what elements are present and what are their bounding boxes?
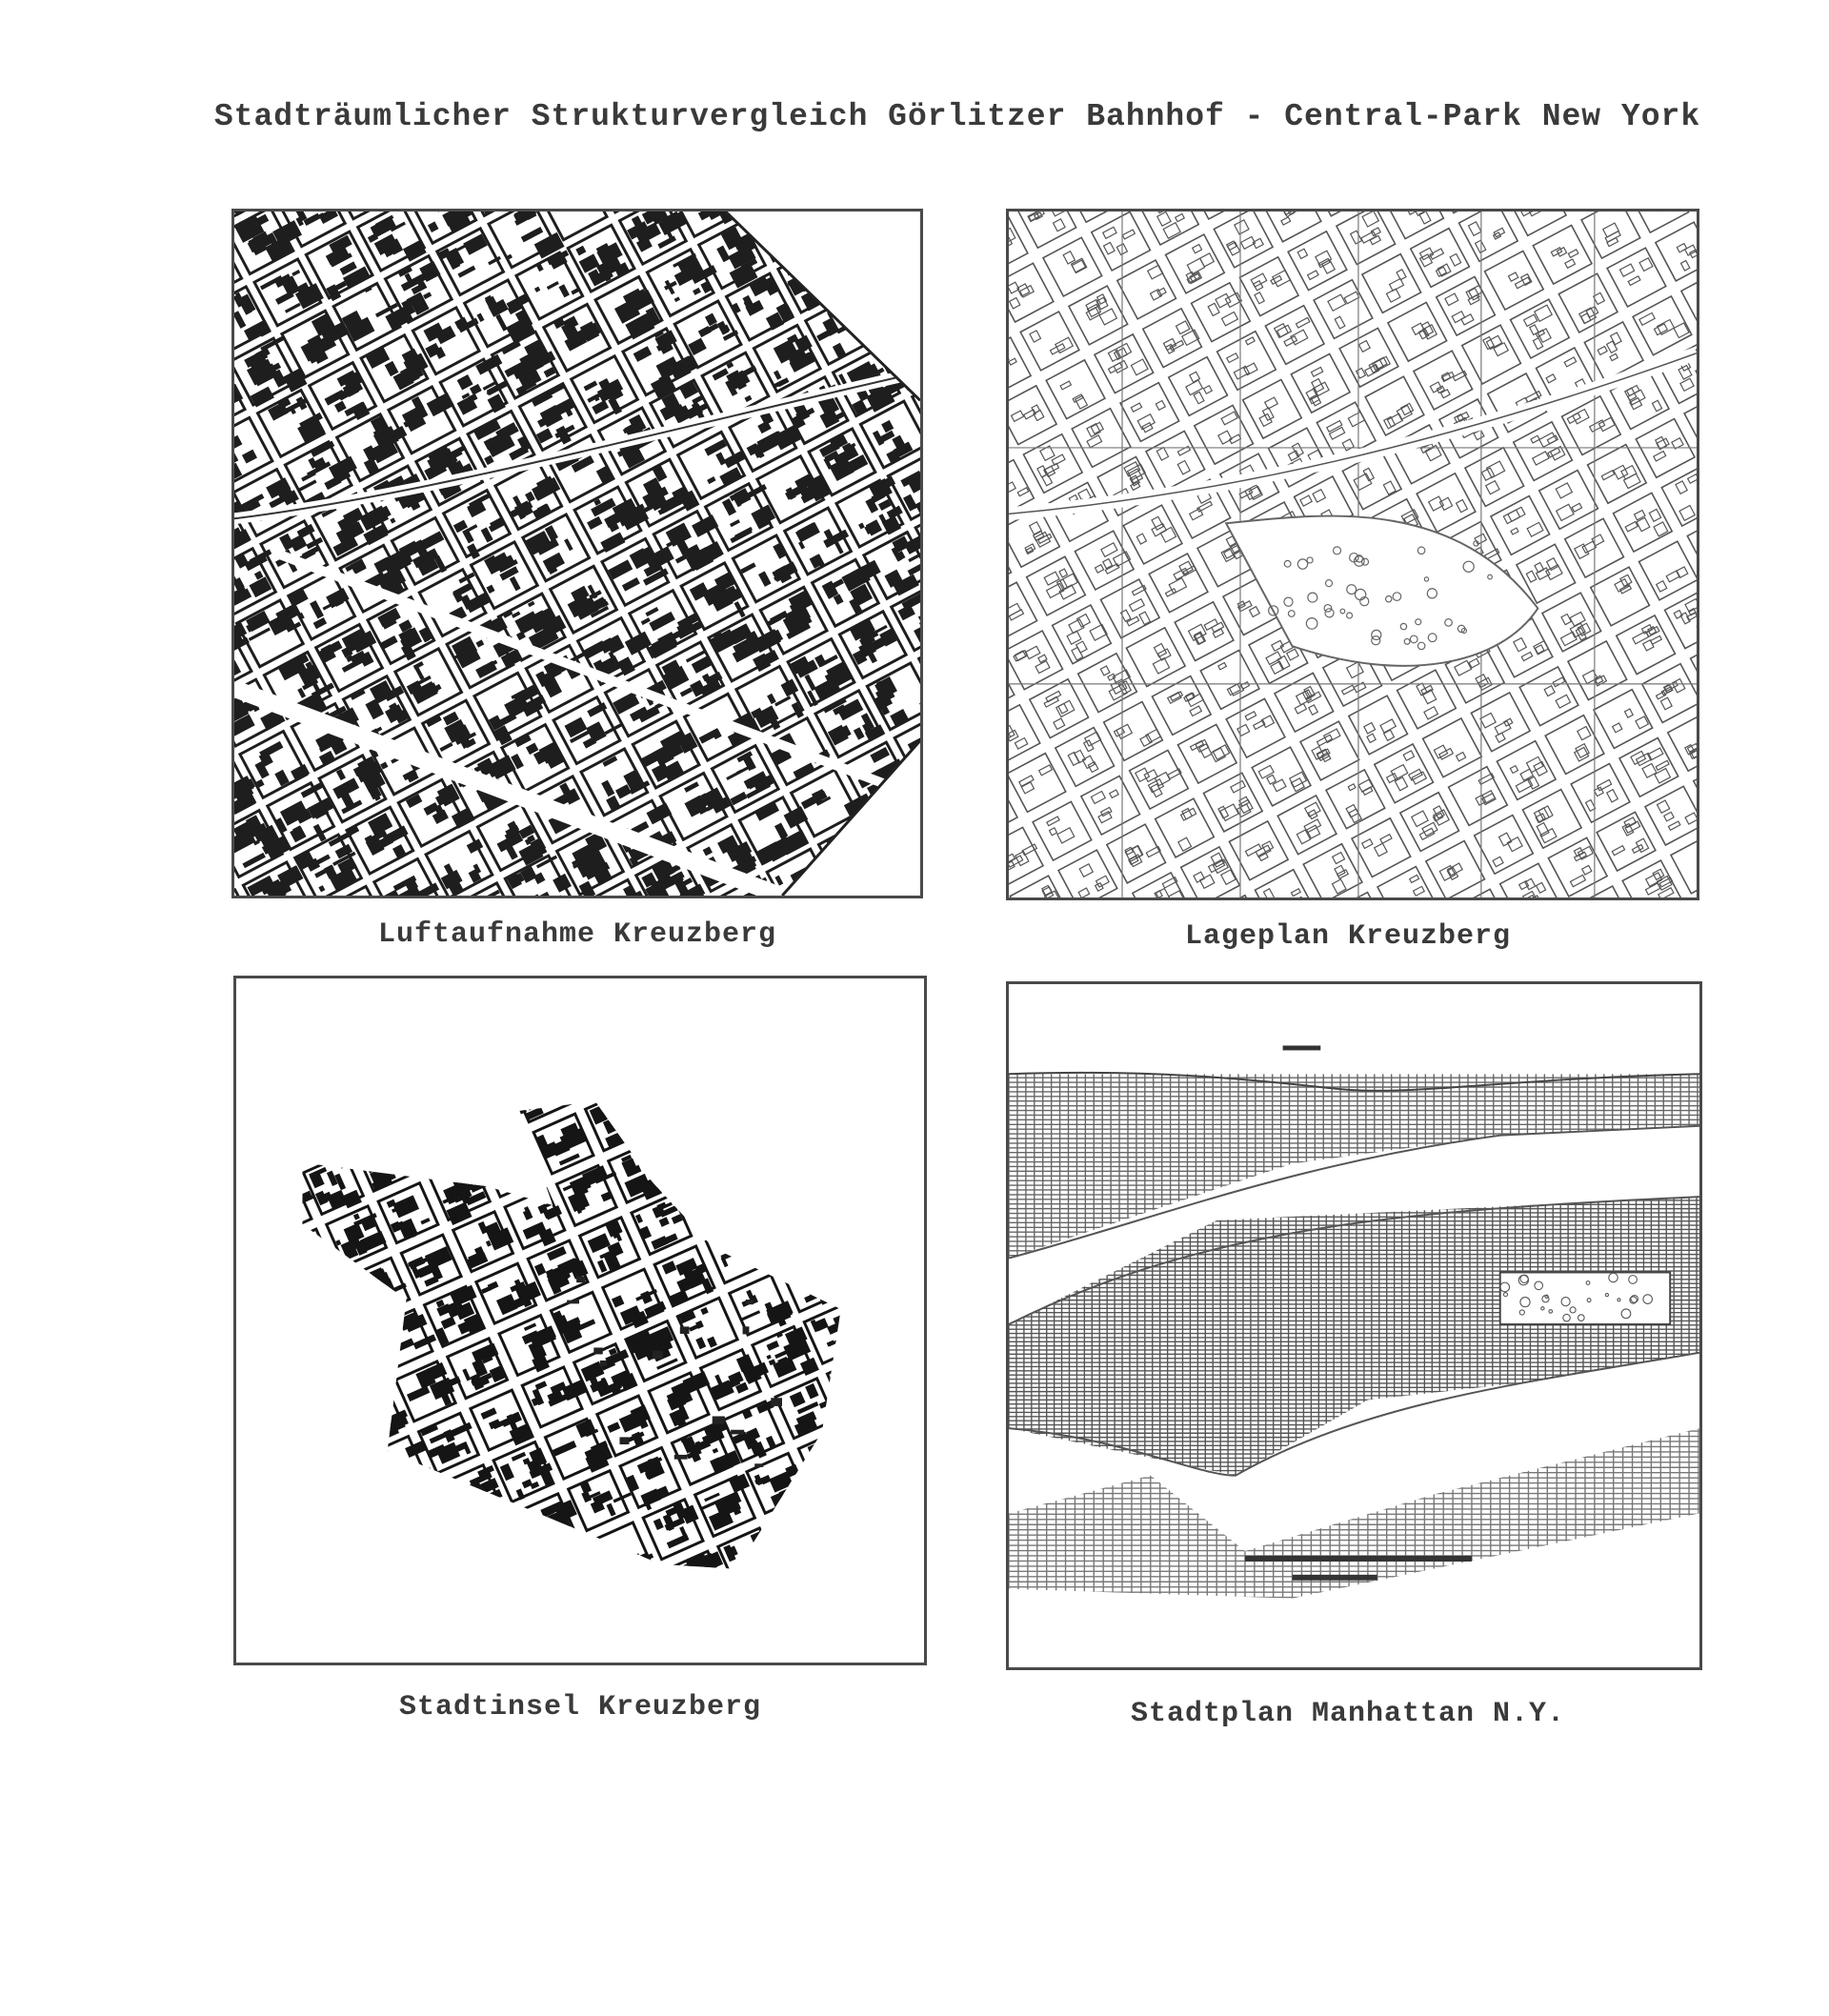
city-island-kreuzberg [233,976,927,1665]
caption-siteplan: Lageplan Kreuzberg [1184,920,1512,953]
caption-island: Stadtinsel Kreuzberg [398,1691,762,1724]
manhattan-map-image [1009,984,1699,1667]
aerial-photo-kreuzberg [231,209,923,898]
city-island-image [236,978,924,1663]
page-title: Stadträumlicher Strukturvergleich Görlitzer Bahnhof - Central-Park New York [213,99,1701,134]
caption-aerial: Luftaufnahme Kreuzberg [377,918,777,951]
aerial-map-image [234,212,920,896]
site-plan-image [1009,212,1697,897]
manhattan-city-map [1006,981,1702,1670]
site-plan-kreuzberg [1006,209,1699,900]
caption-manhattan: Stadtplan Manhattan N.Y. [1130,1698,1566,1730]
